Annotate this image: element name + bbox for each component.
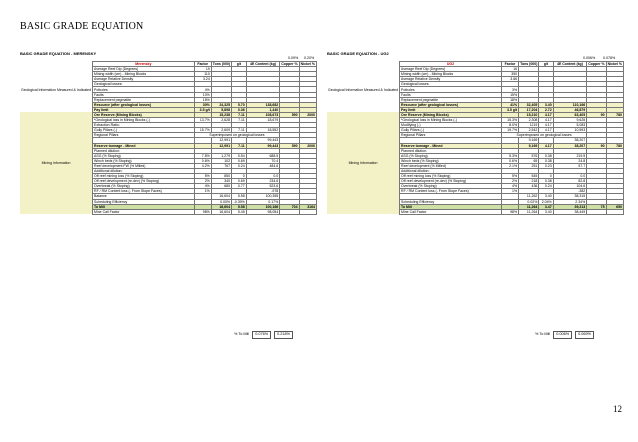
factor-cell: 98% [194,209,211,214]
row-label: Extraction Ratio: [93,123,195,128]
factor-cell: 19.7% [501,128,518,133]
copper-top-pct: 0.006% [583,56,596,60]
content-cell: 100,166 [246,204,280,209]
factor-cell: 4% [194,184,211,189]
content-cell: 2.34% [553,199,587,204]
content-cell: 38,207 [553,143,587,148]
gt-cell: 0 [232,174,247,179]
mining-group-label: Mining Information [348,161,378,166]
gt-cell: 3.40 [539,102,553,107]
gt-cell: 7.11 [232,128,247,133]
content-cell: 0.0 [246,174,280,179]
reef-name: UG2 [400,62,502,67]
factor-cell: 3.24 [194,77,211,82]
copper-cell: 90 [587,143,606,148]
row-label: Gully Pillars (-) [93,128,195,133]
row-label: Modifying (-) [400,123,502,128]
tons-cell: 545 [519,174,539,179]
content-cell: 5,083 [553,123,587,128]
row-label: Mine Call Factor [400,209,502,214]
panel-title: BASIC GRADE EQUATION - UG2 [327,51,389,56]
row-note: Superimposed on geological losses [501,133,586,138]
row-label: ASG (% Stoping) [93,153,195,158]
factor-cell: 1% [501,189,518,194]
gt-header: g/t [232,62,247,67]
content-cell: 138,682 [246,102,280,107]
content-cell: 38,315 [553,194,587,199]
content-cell: 24.8 [553,158,587,163]
content-header: 4E Content (kg) [246,62,280,67]
tons-cell: 15,210 [519,112,539,117]
row-label: ASG (% Stoping) [400,153,502,158]
content-cell: 219.5 [553,153,587,158]
row-label: Replacement pegmatite [93,97,195,102]
mill-label: % To Mill [535,332,551,336]
copper-cell [280,209,299,214]
row-label: Scheduling Efficiency [400,199,502,204]
tons-header: Tons (000) [212,62,231,67]
factor-cell: 30% [194,102,211,107]
factor-cell: 15.7% [194,128,211,133]
tons-cell: 16,604 [211,194,231,199]
tons-cell: 24,325 [211,102,231,107]
row-label: Average Reef Dip (Degrees) [93,67,195,72]
tons-cell: 680 [211,184,231,189]
row-label: Mine Call Factor [93,209,195,214]
content-cell: -382 [553,189,587,194]
row-label: *Geological loss in Mining Blocks (-) [93,118,195,123]
factor-cell: 15% [194,97,211,102]
page-number: 12 [613,404,622,414]
content-cell: 104.6 [553,184,587,189]
row-label: Off reef development (re-dev) (% Stoping) [93,179,195,184]
gt-cell: 7.11 [232,112,247,117]
merensky-table [20,61,317,215]
factor-cell: 7.5% [194,153,211,158]
mill-copper: 0.006% [553,331,572,339]
factor-cell: 3% [501,87,518,92]
gt-cell: 7.11 [232,143,247,148]
row-label: Balance [93,194,195,199]
geological-group-label: Geological Information Measured & Indicated [328,87,399,92]
row-label: Planned dilution: [93,148,195,153]
tons-cell: 12,991 [211,138,231,143]
content-cell: 57.7 [553,163,587,168]
content-cell: 688.5 [246,153,280,158]
row-label: Overbreak (% Stoping) [400,184,502,189]
mining-group-label: Mining Information [41,161,71,166]
content-cell: 63,405 [553,112,587,117]
gt-cell: 0.23 [539,163,553,168]
factor-cell: 15.3% [501,118,518,123]
mill-copper: 0.076% [252,331,271,339]
factor-cell: 41% [501,102,518,107]
row-label: Pay limit [93,107,195,112]
factor-cell: 110 [194,72,211,77]
tons-cell: 32,405 [519,102,539,107]
row-label: To Mill [400,204,502,209]
gt-cell: 0.38 [539,158,553,163]
row-label: Scheduling Efficiency [93,199,195,204]
factor-cell: 3.5 g/t [194,107,211,112]
panel-title: BASIC GRADE EQUATION - MERENSKY [20,51,97,56]
tons-cell: 1219 [519,123,539,128]
copper-top-pct: 0.09% [288,56,299,60]
row-label: Reef development (% Milled) [400,163,502,168]
content-cell: 46,879 [553,107,587,112]
content-cell: 98,054 [246,209,280,214]
nickel-cell [299,209,316,214]
factor-cell: 13.7% [194,118,211,123]
tons-cell: 576 [519,153,539,158]
factor-cell: 2% [501,179,518,184]
row-label: Mining width (cm) - Mining Blocks [400,72,502,77]
gt-cell: 0.24 [232,163,247,168]
nickel-cell [606,209,623,214]
content-cell: 10,593 [553,128,587,133]
row-label: Faults [93,92,195,97]
row-label: To Mill [93,204,195,209]
row-label: Overbreak (% Stoping) [93,184,195,189]
factor-cell: 3.5 g/t [501,107,518,112]
gt-cell: 0.36 [232,107,247,112]
factor-cell: 350 [501,72,518,77]
factor-cell: 8.0% [501,123,518,128]
content-cell: 70.4 [246,158,280,163]
tons-cell: 2,628 [211,118,231,123]
tons-cell: 65 [519,158,539,163]
tons-cell: 0.00% [211,199,231,204]
mill-row [234,331,293,339]
gt-cell: 5.58 [232,204,247,209]
tons-header: Tons (000) [520,62,538,67]
tons-cell: 11,264 [519,204,539,209]
content-cell: -978 [246,189,280,194]
gt-cell: 0.38 [539,179,553,184]
tons-cell: 340 [211,179,231,184]
nickel-top-pct: 0.20% [304,56,315,60]
row-label: Ore Reserve (Mining Blocks) [400,112,502,117]
row-label: Replacement pegmatite [400,97,502,102]
nickel-cell: 2000 [299,112,316,117]
copper-cell [587,209,606,214]
row-label: Off reef mining loss (% Stoping) [400,174,502,179]
mill-row [535,331,594,339]
reef-name: Merensky [93,62,195,67]
factor-cell: 15% [501,92,518,97]
tons-cell: 11,262 [519,194,539,199]
factor-cell: 5% [194,174,211,179]
gt-cell: 3.47 [539,204,553,209]
tons-cell: 102 [211,158,231,163]
row-label: Off reef mining loss (% Stoping) [93,174,195,179]
geological-group-label: Geological Information Measured & Indicated [21,87,92,92]
row-label: Pay limit [400,107,502,112]
content-cell: 39,213 [553,204,587,209]
content-cell: 18,552 [246,128,280,133]
row-label: *Geological loss in Mining Blocks (-) [400,118,502,123]
factor-cell: 18% [501,97,518,102]
row-label: RF / RM Content loss (- From Stope Faces) [400,189,502,194]
copper-cell: 90 [587,112,606,117]
gt-cell: 7.11 [232,118,247,123]
row-label: Reserve tonnage - Mined [400,143,502,148]
gt-cell: 4.17 [539,128,553,133]
factor-cell: 5% [501,174,518,179]
factor-cell: 2% [194,179,211,184]
mill-nickel: 0.069% [575,331,594,339]
tons-cell: 11,264 [519,209,539,214]
row-note: Superimposed on geological losses [194,133,280,138]
row-label: Faults [400,92,502,97]
row-label: Geological losses: [400,82,502,87]
tons-cell: 436 [519,184,539,189]
row-label: Additional dilution: [400,168,502,173]
nickel-cell: 2000 [299,143,316,148]
copper-cell: 75 [587,204,606,209]
tons-cell: 16,604 [211,204,231,209]
row-label: Geological losses: [93,82,195,87]
content-cell: 1,440 [246,107,280,112]
gt-cell: 0.54 [232,153,247,158]
content-cell: 100,355 [246,194,280,199]
tons-cell: 12,991 [211,143,231,148]
content-cell: 99,443 [246,143,280,148]
row-label: Regional Pillars [93,133,195,138]
tons-cell: 767 [211,163,231,168]
content-cell: 0.0 [553,174,587,179]
row-label: Ore Reserve (Mining Blocks) [93,112,195,117]
gt-cell: 0.69 [232,158,247,163]
tons-cell: 218 [519,179,539,184]
gt-cell: 2.04% [539,199,553,204]
mill-nickel: 0.218% [274,331,293,339]
factor-cell: 2.1% [501,163,518,168]
gt-cell: 0.38 [539,153,553,158]
nickel-header: Nickel % [607,62,622,67]
copper-header: Copper % [281,62,298,67]
gt-cell: 0.24 [539,184,553,189]
tons-cell: 5,898 [211,107,231,112]
copper-cell: 704 [280,204,299,209]
copper-header: Copper % [588,62,605,67]
tons-cell: 15,238 [211,112,231,117]
row-label: Reef development FW (% Milled) [93,163,195,168]
factor-cell: 3.66 [501,77,518,82]
nickel-cell: 780 [606,143,623,148]
content-cell: 484.6 [246,163,280,168]
row-label: Winch beds (% Stoping) [93,158,195,163]
gt-header: g/t [539,62,553,67]
gt-cell: 4.17 [539,118,553,123]
factor-cell: 16 [501,67,518,72]
content-cell: 9,625 [553,118,587,123]
gt-cell: 4.17 [539,123,553,128]
row-label: Gully Pillars (-) [400,128,502,133]
content-cell: 0.17% [246,199,280,204]
row-label: Resource (after geological losses) [93,102,195,107]
tons-cell: 16,604 [211,209,231,214]
content-cell: 38,449 [553,209,587,214]
factor-cell: 0.6% [194,158,211,163]
nickel-header: Nickel % [300,62,315,67]
factor-cell: 10% [194,92,211,97]
gt-cell: 5.70 [232,102,247,107]
tons-cell: 9,169 [519,143,539,148]
factor-cell: 4% [501,184,518,189]
row-label: Average Relative Density [93,77,195,82]
page-title: BASIC GRADE EQUATION [20,21,144,32]
content-cell: 523.6 [246,184,280,189]
row-label: Winch beds (% Stoping) [400,158,502,163]
gt-cell: 4.17 [539,112,553,117]
nickel-cell: 3164 [299,204,316,209]
factor-cell: 0.6% [501,158,518,163]
tons-cell: 0.02% [519,199,539,204]
gt-cell: 0.77 [232,184,247,189]
gt-cell: 0 [539,174,553,179]
content-cell: 18,679 [246,118,280,123]
row-label: Planned dilution: [400,148,502,153]
nickel-cell: 650 [606,204,623,209]
factor-cell: 19 [194,67,211,72]
gt-cell: -0.39% [232,199,247,204]
tons-cell: 9,169 [519,138,539,143]
tons-cell: 2,308 [519,118,539,123]
tons-cell: 251 [519,163,539,168]
ug2-table [327,61,624,215]
factor-cell: 4% [194,87,211,92]
mill-label: % To Mill [234,332,250,336]
factor-cell: 1% [194,189,211,194]
row-label: RF / RM Content loss (- From Stope Faces) [93,189,195,194]
tons-cell: 1,279 [211,153,231,158]
content-header: 4E Content (kg) [553,62,587,67]
row-label: Regional Pillars [400,133,502,138]
row-label: Resource (after geological losses) [400,102,502,107]
factor-header: Factor [501,62,518,67]
factor-header: Factor [194,62,211,67]
tons-cell: 2,542 [519,128,539,133]
gt-cell: 3.40 [539,194,553,199]
copper-cell: 590 [280,143,299,148]
tons-cell: 17,204 [519,107,539,112]
gt-cell: 5.58 [232,194,247,199]
nickel-cell: 780 [606,112,623,117]
factor-cell: 98% [501,209,518,214]
factor-cell: 4.2% [194,163,211,168]
row-label: Off reef development (re-dev) (% Stoping) [400,179,502,184]
row-label: Additional dilution: [93,168,195,173]
tons-cell: 850 [211,174,231,179]
nickel-top-pct: 0.078% [603,56,616,60]
content-cell: 38,207 [553,138,587,143]
content-cell: 82.8 [553,179,587,184]
tons-cell: 2,609 [211,128,231,133]
row-label: Average Relative Density [400,77,502,82]
gt-cell: 2.72 [539,107,553,112]
content-cell: 234.6 [246,179,280,184]
content-cell: 110,166 [553,102,587,107]
row-label: Potholes [400,87,502,92]
gt-cell: 5.45 [232,209,247,214]
factor-cell: 5.3% [501,153,518,158]
row-label: Potholes [93,87,195,92]
gt-cell: 3.40 [539,209,553,214]
content-cell: 99,443 [246,138,280,143]
content-cell: 108,673 [246,112,280,117]
gt-cell: 4.17 [539,143,553,148]
row-label: Reserve tonnage - Mined [93,143,195,148]
row-label: Mining width (cm) - Mining Blocks [93,72,195,77]
copper-cell: 590 [280,112,299,117]
gt-cell: 0.69 [232,179,247,184]
row-label: Average Reef Dip (Degrees) [400,67,502,72]
